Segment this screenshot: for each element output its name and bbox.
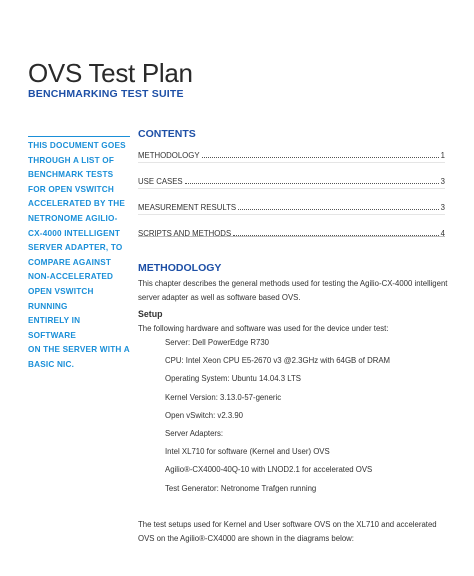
sidebar-line: NETRONOME AGILIO- xyxy=(28,213,118,223)
contents-divider xyxy=(138,236,445,237)
list-item: Open vSwitch: v2.3.90 xyxy=(165,410,244,420)
sidebar-line: THROUGH A LIST OF xyxy=(28,155,115,165)
list-item: Server Adapters: xyxy=(165,428,224,438)
sidebar-summary xyxy=(28,136,130,373)
sidebar-rule xyxy=(28,136,130,137)
contents-heading: CONTENTS xyxy=(138,128,196,140)
toc-label: MEASUREMENT RESULTS xyxy=(138,203,237,212)
sidebar-line: ENTIRELY IN SOFTWARE xyxy=(28,316,81,340)
toc-leader xyxy=(202,157,439,158)
toc-leader xyxy=(185,183,439,184)
list-item: Agilio®-CX4000-40Q-10 with LNOD2.1 for accelerated OVS xyxy=(165,465,373,475)
list-item: Intel XL710 for software (Kernel and User) OVS xyxy=(165,447,330,457)
sidebar-line: BASIC NIC. xyxy=(28,359,75,369)
toc-entry-methodology[interactable] xyxy=(138,148,445,162)
list-item: Operating System: Ubuntu 14.04.3 LTS xyxy=(165,374,301,384)
toc-entry-measurement-results[interactable] xyxy=(138,188,445,214)
document-title: OVS Test Plan xyxy=(28,58,193,88)
sidebar-line: CX-4000 INTELLIGENT xyxy=(28,228,121,238)
methodology-intro: This chapter describes the general methods used for testing the Agilio-CX-4000 intelligent server adapter as well as software based OVS. xyxy=(138,279,448,302)
toc-label: SCRIPTS AND METHODS xyxy=(138,229,232,238)
list-item: Kernel Version: 3.13.0-57-generic xyxy=(165,392,282,402)
list-item: CPU: Intel Xeon CPU E5-2670 v3 @2.3GHz with 64GB of DRAM xyxy=(165,356,391,366)
toc-page: 1 xyxy=(440,151,445,160)
setup-list xyxy=(165,338,390,502)
document-subtitle: BENCHMARKING TEST SUITE xyxy=(28,88,184,100)
setup-closing: The test setups used for Kernel and User software OVS on the XL710 and accelerated OVS on the Agilio®-CX4000 are shown in the diagrams below: xyxy=(138,520,437,543)
toc-entry-use-cases[interactable] xyxy=(138,162,445,188)
sidebar-line: FOR OPEN VSWITCH xyxy=(28,184,114,194)
sidebar-line: BENCHMARK TESTS xyxy=(28,170,114,180)
table-of-contents xyxy=(138,148,445,240)
list-item: Server: Dell PowerEdge R730 xyxy=(165,338,270,347)
toc-label: METHODOLOGY xyxy=(138,151,200,160)
sidebar-line: ON THE SERVER WITH A xyxy=(28,345,130,355)
toc-label: USE CASES xyxy=(138,177,183,186)
toc-leader xyxy=(238,209,439,210)
sidebar-line: SERVER ADAPTER, TO xyxy=(28,243,123,253)
sidebar-line: ACCELERATED BY THE xyxy=(28,199,126,209)
toc-page: 3 xyxy=(440,177,445,186)
sidebar-line: OPEN VSWITCH RUNNING xyxy=(28,286,94,311)
setup-intro: The following hardware and software was used for the device under test: xyxy=(138,324,389,333)
methodology-heading: METHODOLOGY xyxy=(138,262,222,274)
sidebar-line: COMPARE AGAINST xyxy=(28,257,112,267)
list-item: Test Generator: Netronome Trafgen running xyxy=(165,483,317,493)
toc-page: 3 xyxy=(440,203,445,212)
setup-heading: Setup xyxy=(138,309,163,319)
toc-page: 4 xyxy=(440,229,445,238)
sidebar-line: THIS DOCUMENT GOES xyxy=(28,141,126,150)
sidebar-line: NON-ACCELERATED xyxy=(28,272,114,282)
